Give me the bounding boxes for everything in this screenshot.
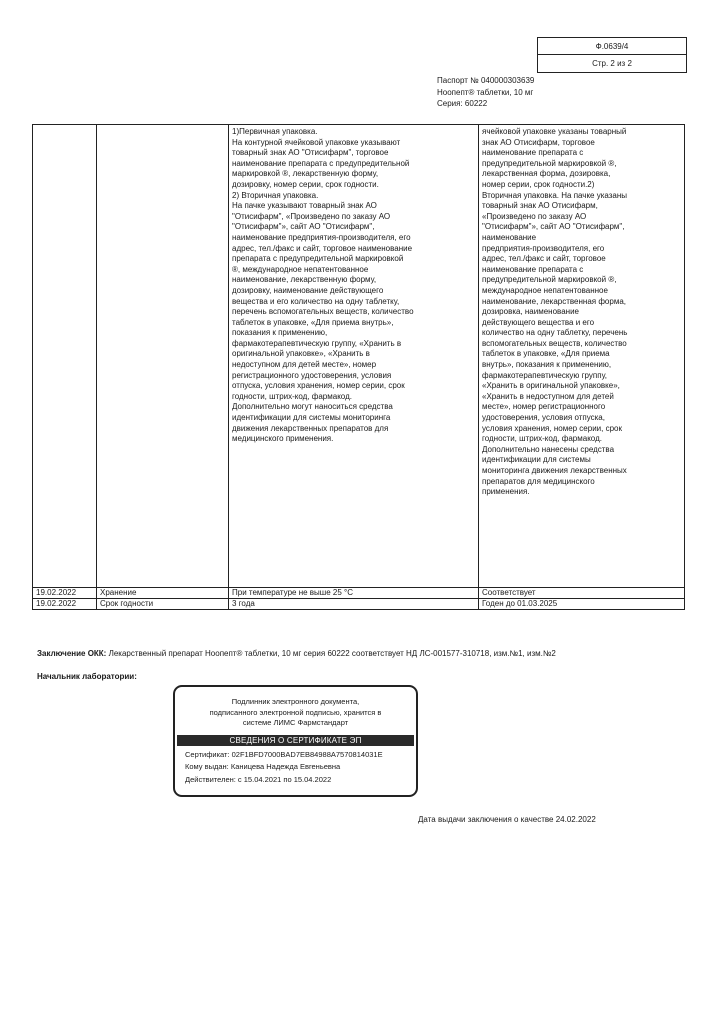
passport-number: Паспорт № 040000303639 [437,76,535,85]
head-of-lab-label: Начальник лаборатории: [37,672,137,681]
cell-requirement: 3 года [229,599,479,610]
table-row [33,125,685,588]
stamp-line: Подлинник электронного документа, [231,697,360,706]
cell-date: 19.02.2022 [33,588,97,599]
conclusion [37,648,677,660]
stamp-valid: Действителен: с 15.04.2021 по 15.04.2022 [185,774,332,784]
form-code: Ф.0639/4 [538,38,686,55]
cell-result: Годен до 01.03.2025 [479,599,685,610]
table-row [33,588,685,599]
cell-indicator [97,125,229,588]
stamp-line: системе ЛИМС Фармстандарт [242,718,349,727]
cell-result: Соответствует [479,588,685,599]
stamp-issued-to: Кому выдан: Каницева Надежда Евгеньевна [185,762,341,771]
form-code-box [537,37,687,73]
stamp-certificate: Сертификат: 02F1BFD7000BAD7EB84988A7570814031E [185,749,383,759]
passport-product: Ноопепт® таблетки, 10 мг [437,87,534,97]
cell-date [33,125,97,588]
cell-indicator: Хранение [97,588,229,599]
cell-result: ячейковой упаковке указаны товарный знак АО Отисифарм, торговое наименование препарата с предупредительной маркировкой ®, лекарственная форма, дозировка, номер серии, срок годности.2) Вторичная упаковка. На пачке указаны товарный знак АО Отисифарм, «Произведено по заказу АО "Отисифарм"», сайт АО "Отисифарм", наименование предприятия-производителя, его адрес, тел./факс и сайт, торговое наименование препарата с предупредительной маркировкой ®, международное непатентованное наименование, лекарственная форма, дозировка, наименование действующего вещества и его количество на одну таблетку, перечень вспомогательных веществ, количество таблеток в упаковке, «Для приема внутрь», показания к применению, фармакотерапевтическую группу, «Хранить в оригинальной упаковке», «Хранить в недоступном для детей месте», номер регистрационного удостоверения, условия отпуска, условия хранения, номер серии, срок годности, штрих-код, фармакод. Дополнительно нанесены средства идентификации для системы мониторинга движения лекарственных препаратов для медицинского применения. [479,125,685,588]
table-row [33,599,685,610]
cell-requirement: 1)Первичная упаковка. На контурной ячейковой упаковке указывают товарный знак АО "Отисифарм", торговое наименование препарата с предупредительной маркировкой ®, лекарственную форму, дозировку, номер серии, срок годности. 2) Вторичная упаковка. На пачке указывают товарный знак АО "Отисифарм", «Произведено по заказу АО "Отисифарм"», сайт АО "Отисифарм", наименование предприятия-производителя, его адрес, тел./факс и сайт, торговое наименование препарата с предупредительной маркировкой ®, международное непатентованное наименование, лекарственную форму, дозировку, наименование действующего вещества и его количество на одну таблетку, перечень вспомогательных веществ, количество таблеток в упаковке, «Для приема внутрь», показания к применению, фармакотерапевтическую группу, «Хранить в оригинальной упаковке», «Хранить в недоступном для детей месте», номер регистрационного удостоверения, условия отпуска, условия хранения, номер серии, срок годности, штрих-код, фармакод. Дополнительно могут наноситься средства идентификации для системы мониторинга движения лекарственных препаратов для медицинского применения. [229,125,479,588]
quality-table [32,124,685,610]
conclusion-text: Лекарственный препарат Ноопепт® таблетки, 10 мг серия 60222 соответствует НД ЛС-001577-310718, изм.№1, изм.№2 [106,649,556,658]
e-signature-stamp [173,685,418,797]
stamp-line: подписанного электронной подписью, хранится в [209,707,382,717]
passport-series: Серия: 60222 [437,99,488,108]
cell-indicator: Срок годности [97,599,229,610]
page-number: Стр. 2 из 2 [592,59,632,68]
issue-date: Дата выдачи заключения о качестве 24.02.2022 [418,815,596,824]
passport-header [437,75,534,110]
cell-date: 19.02.2022 [33,599,97,610]
conclusion-label: Заключение ОКК: [37,649,107,658]
cell-requirement: При температуре не выше 25 °С [229,588,479,599]
stamp-certificate-bar: СВЕДЕНИЯ О СЕРТИФИКАТЕ ЭП [177,735,414,746]
